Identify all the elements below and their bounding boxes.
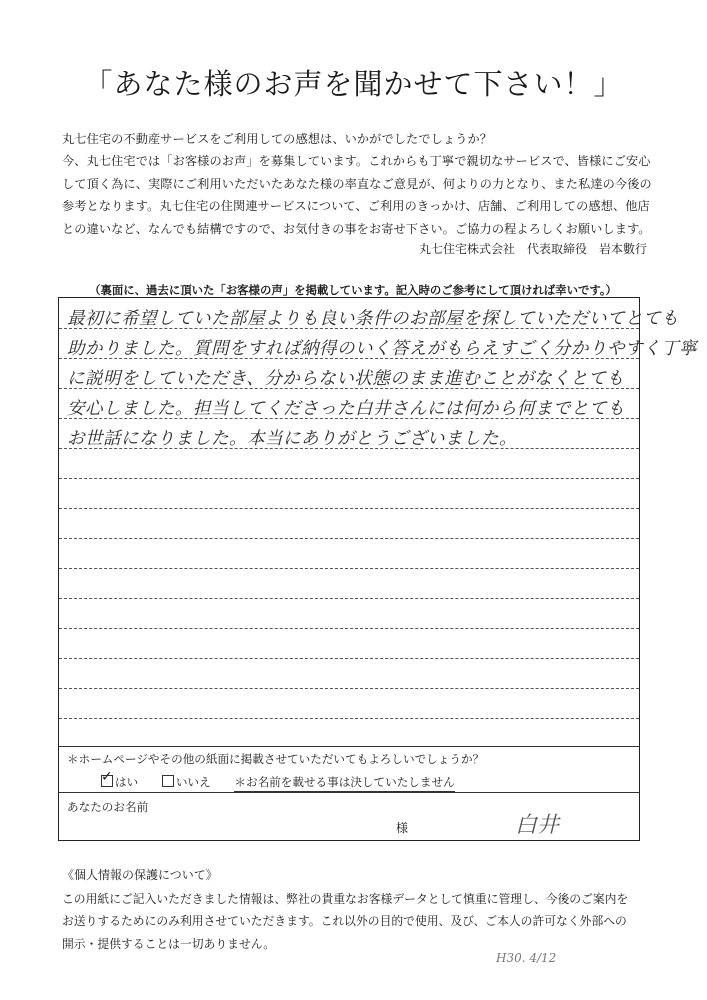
feedback-form: [58, 297, 697, 841]
privacy-line: この用紙にご記入いただきました情報は、弊社の貴重なお客様データとして慎重に管理し、今後のご案内を: [62, 892, 629, 906]
writing-line: [59, 628, 639, 629]
checkbox-yes[interactable]: [101, 769, 113, 787]
option-no[interactable]: [162, 774, 211, 790]
writing-line: [59, 658, 639, 659]
intro-line: との違いなど、なんでも結構ですので、お気付きの事をお寄せ下さい。ご協力の程よろしくお願いします。: [62, 221, 651, 236]
writing-line: [59, 688, 639, 689]
privacy-line: 開示・提供することは一切ありません。: [62, 936, 276, 951]
reference-note: （裏面に、過去に頂いた「お客様の声」を掲載しています。記入時のご参考にして頂ければ幸いです。）: [89, 283, 617, 297]
handwritten-comment-line: 最初に希望していた部屋よりも良い条件のお部屋を探していただいてとても: [67, 309, 679, 329]
privacy-heading: 《個人情報の保護について》: [62, 868, 218, 882]
intro-line: 今、丸七住宅では「お客様のお声」を募集しています。これからも丁寧で親切なサービスで、皆様にご安心: [62, 154, 651, 169]
intro-line: 丸七住宅の不動産サービスをご利用しての感想は、いかがでしたでしょうか？: [62, 132, 493, 146]
page-title: 「あなた様のお声を聞かせて下さい！」: [83, 67, 624, 101]
name-label: あなたのお名前: [67, 800, 149, 814]
handwritten-comment-line: 助かりました。質問をすれば納得のいく答えがもらえすごく分かりやすく丁寧: [67, 339, 697, 359]
checkbox-no[interactable]: [162, 775, 174, 787]
honorific-sama: 様: [396, 821, 409, 835]
permission-options: [101, 769, 455, 792]
intro-line: して頂く為に、実際にご利用いただいたあなた様の率直なご意見が、何よりの力となり、また私達の今後の: [62, 176, 652, 191]
writing-line: [59, 568, 639, 569]
intro-line: 参考となります。丸七住宅の住関連サービスについて、ご利用のきっかけ、店舗、ご利用しての感想、他店: [62, 199, 650, 214]
handwritten-comment-line: お世話になりました。本当にありがとうございました。: [67, 429, 517, 449]
handwritten-comment-line: 安心しました。担当してくださった白井さんには何から何までとても: [67, 399, 625, 419]
option-yes[interactable]: [101, 769, 139, 790]
writing-line: [59, 538, 639, 539]
privacy-line: お送りするためにのみ利用させていただきます。これ以外の目的で使用、及び、ご本人の許可なく外部への: [62, 914, 627, 929]
permission-question: ＊ホームページやその他の紙面に掲載させていただいてもよろしいでしょうか？: [67, 752, 485, 766]
writing-line: [59, 598, 639, 599]
writing-line: [59, 478, 639, 479]
form-separator: [59, 792, 639, 793]
privacy-text: [62, 888, 662, 955]
handwritten-comment-line: に説明をしていただき、分からない状態のまま進むことがなくとても: [67, 369, 625, 389]
writing-line: [59, 508, 639, 509]
company-signoff: 丸七住宅株式会社 代表取締役 岩本數行: [418, 242, 647, 256]
option-no-label: いいえ: [175, 775, 211, 789]
option-yes-label: はい: [115, 775, 139, 789]
writing-line: [59, 718, 639, 719]
name-not-published-note: ＊お名前を載せる事は決していたしません: [234, 774, 454, 792]
check-mark-icon: ✓: [101, 769, 113, 785]
intro-text: [62, 128, 652, 240]
handwritten-signature: 白井: [515, 813, 560, 838]
handwritten-date: H30. 4/12: [496, 951, 557, 965]
form-separator: [59, 746, 639, 747]
